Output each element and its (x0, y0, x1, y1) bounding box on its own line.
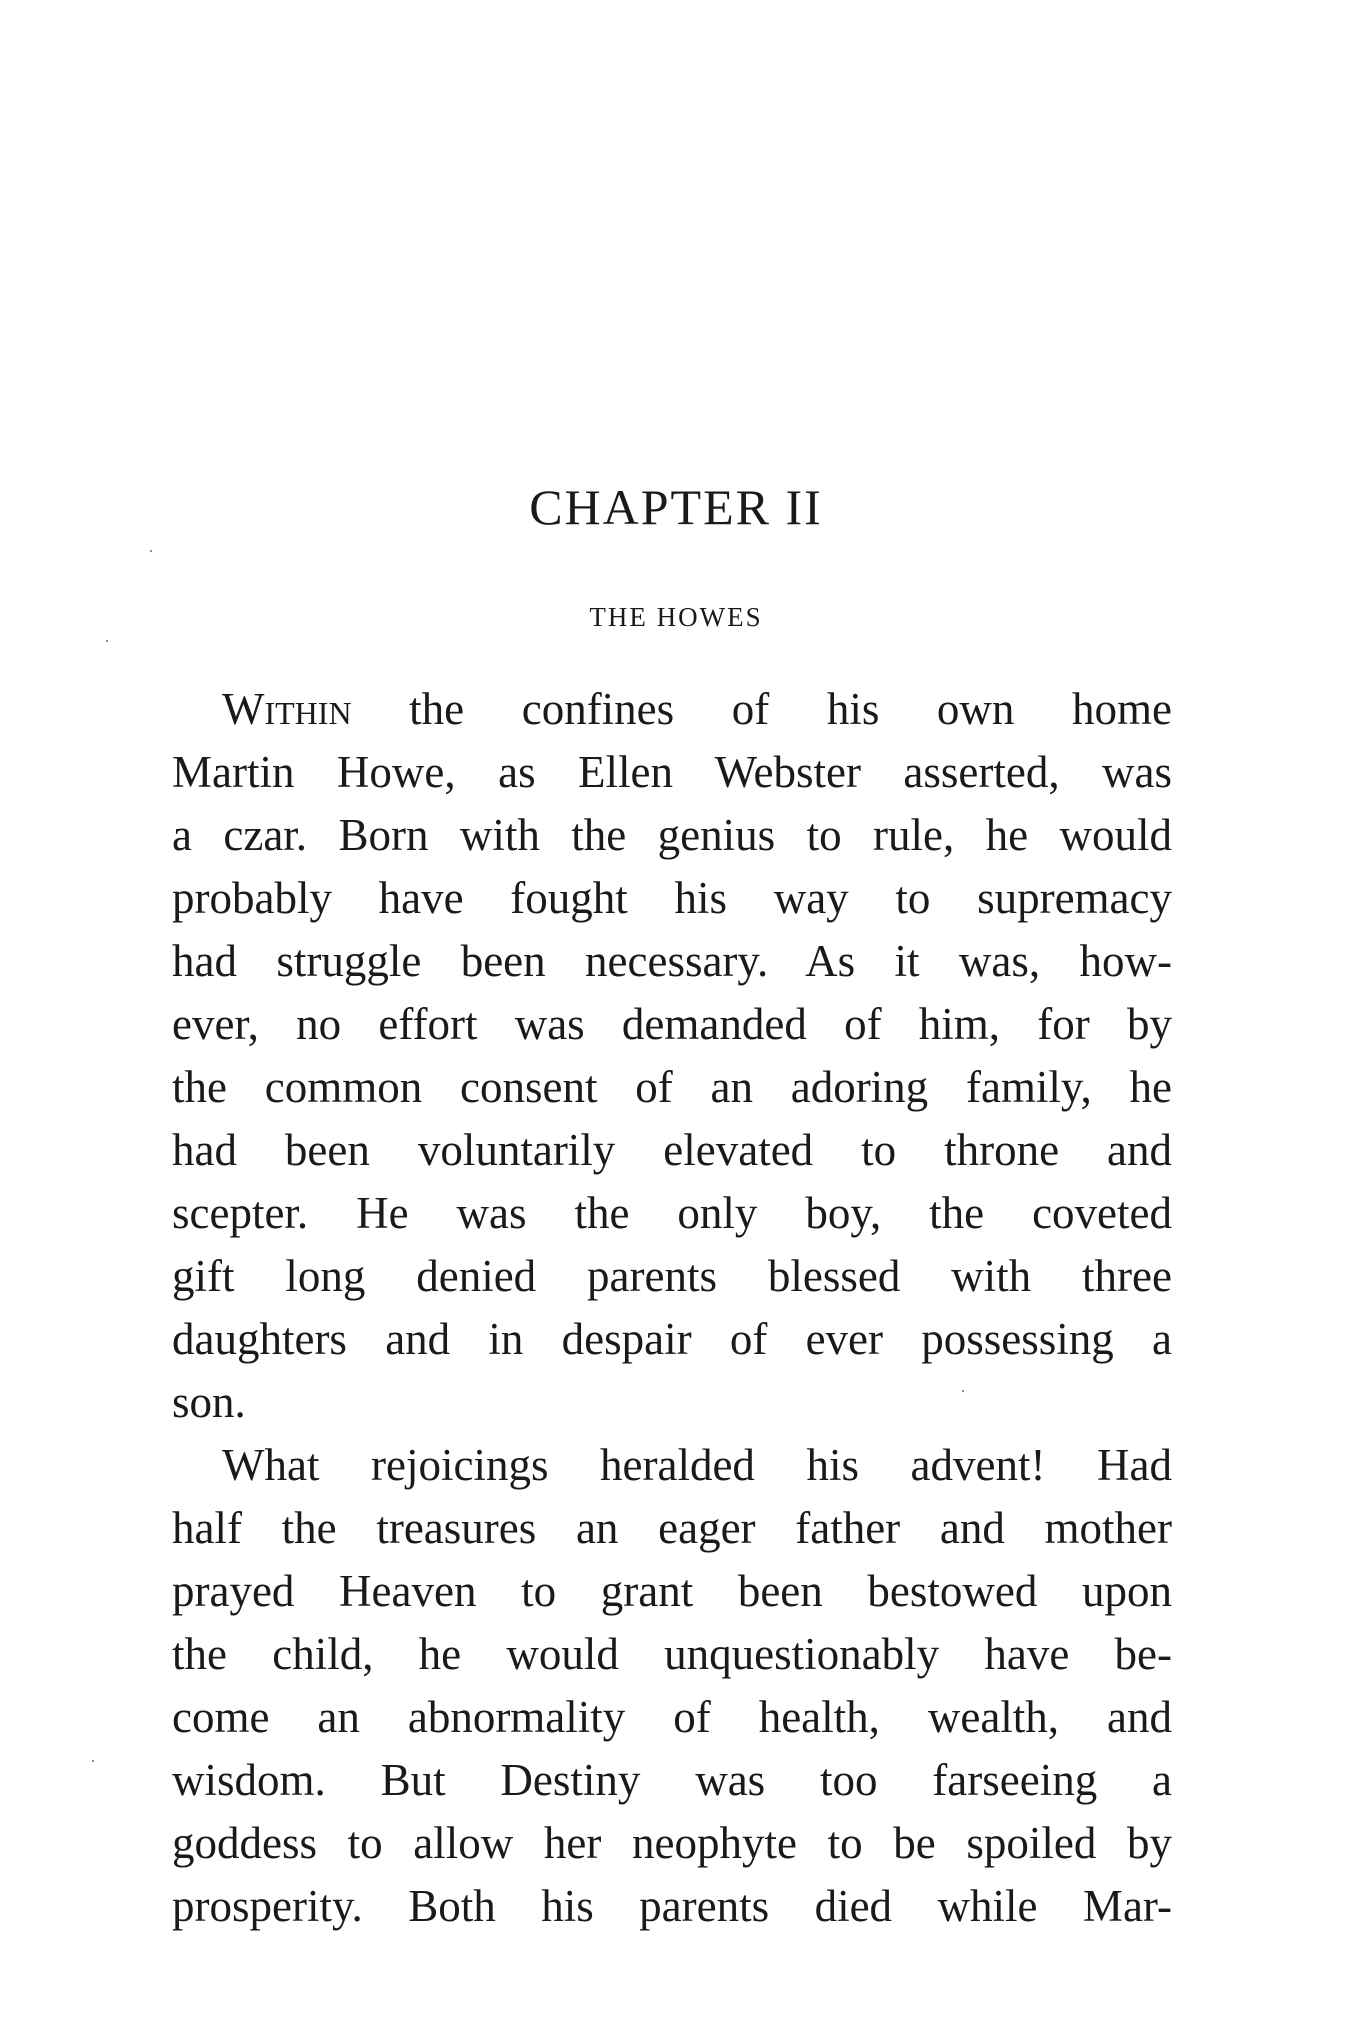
paper-speck (106, 640, 108, 642)
text-line: ever, no effort was demanded of him, for by (172, 999, 1172, 1049)
text-line: come an abnormality of health, wealth, and (172, 1692, 1172, 1742)
paragraph-2 (172, 1434, 1172, 1938)
text-line: Martin Howe, as Ellen Webster asserted, was (172, 747, 1172, 797)
text-line: half the treasures an eager father and mother (172, 1503, 1172, 1553)
body-text (172, 678, 1172, 1938)
chapter-title: CHAPTER II (529, 479, 823, 535)
paper-speck (150, 550, 152, 552)
text-line: the common consent of an adoring family, he (172, 1062, 1172, 1112)
text-line: daughters and in despair of ever possessing a (172, 1314, 1172, 1364)
text-line: had been voluntarily elevated to throne and (172, 1125, 1172, 1175)
text-line: What rejoicings heralded his advent! Had (222, 1440, 1172, 1490)
text-line: prosperity. Both his parents died while Mar- (172, 1881, 1172, 1931)
text-line: prayed Heaven to grant been bestowed upon (172, 1566, 1172, 1616)
text-line: a czar. Born with the genius to rule, he would (172, 810, 1172, 860)
text-line (172, 678, 1172, 741)
text-line-rest: the confines of his own home (351, 684, 1172, 734)
text-line: wisdom. But Destiny was too farseeing a (172, 1755, 1172, 1805)
paragraph-1 (172, 678, 1172, 1434)
text-line: goddess to allow her neophyte to be spoiled by (172, 1818, 1172, 1868)
text-line: scepter. He was the only boy, the coveted (172, 1188, 1172, 1238)
chapter-subtitle: THE HOWES (589, 602, 763, 632)
text-line: gift long denied parents blessed with three (172, 1251, 1172, 1301)
text-line: son. (172, 1377, 246, 1427)
paper-speck (92, 1760, 94, 1762)
text-line: the child, he would unquestionably have be- (172, 1629, 1172, 1679)
opening-word: Within (222, 684, 352, 734)
text-line: probably have fought his way to supremacy (172, 873, 1172, 923)
text-line: had struggle been necessary. As it was, how- (172, 936, 1172, 986)
